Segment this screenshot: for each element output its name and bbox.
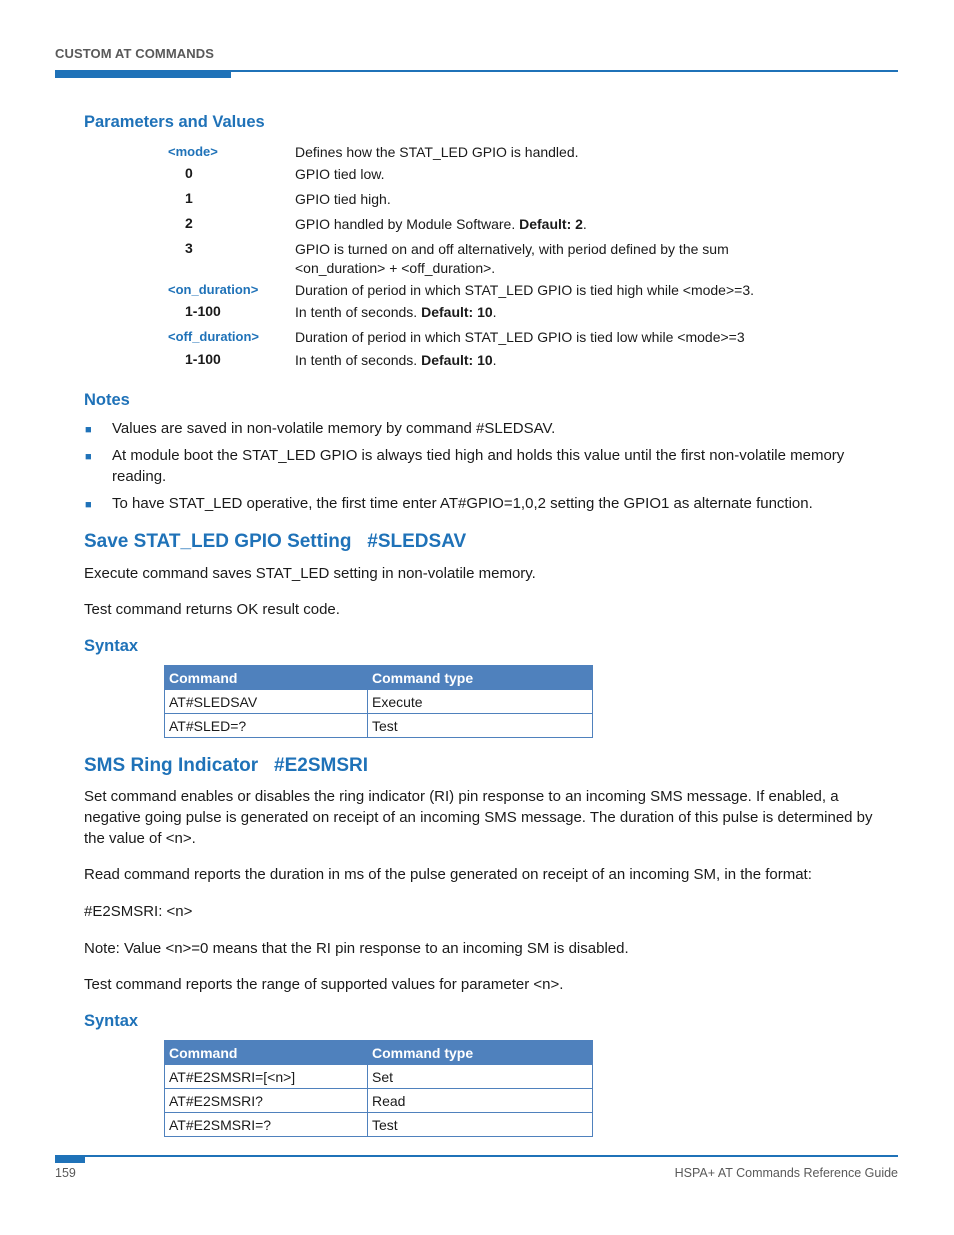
- command-type-cell: Test: [368, 714, 593, 738]
- mode-desc-2-tail: .: [582, 216, 587, 232]
- e2smsri-syntax-table: [164, 1040, 593, 1137]
- off-period: .: [492, 352, 497, 368]
- command-cell: AT#E2SMSRI=?: [165, 1113, 368, 1137]
- e2smsri-read-format: #E2SMSRI: <n>: [84, 903, 193, 920]
- e2smsri-read-desc: Read command reports the duration in ms of the pulse generated on receipt of an incoming SM, in the format:: [84, 866, 812, 883]
- param-mode-name: <mode>: [168, 144, 218, 159]
- mode-desc-2: [295, 215, 815, 234]
- param-off-duration-desc: Duration of period in which STAT_LED GPIO is tied low while <mode>=3: [295, 329, 745, 345]
- mode-desc-1: GPIO tied high.: [295, 191, 391, 207]
- notes-heading: Notes: [84, 391, 130, 409]
- e2smsri-syntax-heading: Syntax: [84, 1012, 139, 1030]
- table-header-row: [165, 666, 593, 690]
- on-default: Default: 10: [421, 304, 493, 320]
- table-row: [165, 690, 593, 714]
- param-mode-desc: Defines how the STAT_LED GPIO is handled.: [295, 144, 579, 160]
- bullet-icon: ■: [85, 451, 92, 463]
- e2smsri-test-desc: Test command reports the range of supported values for parameter <n>.: [84, 976, 564, 993]
- command-type-cell: Read: [368, 1089, 593, 1113]
- e2smsri-title: SMS Ring Indicator #E2SMSRI: [84, 755, 368, 776]
- off-default: Default: 10: [421, 352, 493, 368]
- sledsav-execute-desc: Execute command saves STAT_LED setting in non-volatile memory.: [84, 565, 536, 582]
- on-duration-range-desc: [295, 303, 815, 322]
- column-header-command: Command: [165, 666, 368, 690]
- sledsav-syntax-table: [164, 665, 593, 738]
- param-off-duration-name: <off_duration>: [168, 329, 260, 344]
- command-type-cell: Test: [368, 1113, 593, 1137]
- sledsav-title: Save STAT_LED GPIO Setting #SLEDSAV: [84, 531, 467, 552]
- table-row: [165, 1113, 593, 1137]
- command-type-cell: Execute: [368, 690, 593, 714]
- bullet-icon: ■: [85, 499, 92, 511]
- mode-value-2: 2: [185, 215, 193, 231]
- mode-value-0: 0: [185, 165, 193, 181]
- on-period: .: [492, 304, 497, 320]
- column-header-command-type: Command type: [368, 666, 593, 690]
- mode-value-1: 1: [185, 190, 193, 206]
- running-header: CUSTOM AT COMMANDS: [55, 46, 214, 61]
- param-on-duration-name: <on_duration>: [168, 282, 259, 297]
- command-cell: AT#E2SMSRI=[<n>]: [165, 1065, 368, 1089]
- mode-desc-0: GPIO tied low.: [295, 166, 385, 182]
- table-header-row: [165, 1041, 593, 1065]
- mode-desc-3: GPIO is turned on and off alternatively, with period defined by the sum <on_duration> + <off_duration>.: [295, 241, 729, 276]
- on-range-text: In tenth of seconds.: [295, 304, 418, 320]
- mode-desc-2-text: GPIO handled by Module Software.: [295, 216, 516, 232]
- sledsav-test-desc: Test command returns OK result code.: [84, 601, 340, 618]
- command-cell: AT#E2SMSRI?: [165, 1089, 368, 1113]
- on-duration-range: 1-100: [185, 303, 221, 319]
- table-row: [165, 1065, 593, 1089]
- sledsav-syntax-heading: Syntax: [84, 637, 139, 655]
- mode-value-3: 3: [185, 240, 193, 256]
- off-duration-range: 1-100: [185, 351, 221, 367]
- note-item: To have STAT_LED operative, the first time enter AT#GPIO=1,0,2 setting the GPIO1 as alternate function.: [112, 495, 813, 512]
- e2smsri-note: Note: Value <n>=0 means that the RI pin response to an incoming SM is disabled.: [84, 940, 629, 957]
- command-cell: AT#SLED=?: [165, 714, 368, 738]
- off-range-text: In tenth of seconds.: [295, 352, 418, 368]
- table-row: [165, 714, 593, 738]
- params-heading: Parameters and Values: [84, 113, 265, 131]
- column-header-command: Command: [165, 1041, 368, 1065]
- footer-rule: [55, 1155, 898, 1157]
- command-type-cell: Set: [368, 1065, 593, 1089]
- footer-accent-bar: [55, 1155, 85, 1163]
- note-item: Values are saved in non-volatile memory by command #SLEDSAV.: [112, 420, 556, 437]
- param-on-duration-desc: Duration of period in which STAT_LED GPIO is tied high while <mode>=3.: [295, 282, 754, 298]
- header-accent-bar: [55, 70, 231, 78]
- e2smsri-set-desc: Set command enables or disables the ring indicator (RI) pin response to an incoming SMS message. If enabled, a negative going pulse is generated on receipt of an incoming SMS message. The duration of this pulse is determined by the value of <n>.: [84, 788, 873, 847]
- bullet-icon: ■: [85, 424, 92, 436]
- document-title: HSPA+ AT Commands Reference Guide: [674, 1166, 898, 1180]
- page-number: 159: [55, 1166, 76, 1180]
- column-header-command-type: Command type: [368, 1041, 593, 1065]
- off-duration-range-desc: [295, 351, 815, 370]
- note-item: At module boot the STAT_LED GPIO is always tied high and holds this value until the first non-volatile memory reading.: [112, 447, 845, 485]
- mode-default: Default: 2: [519, 216, 583, 232]
- command-cell: AT#SLEDSAV: [165, 690, 368, 714]
- table-row: [165, 1089, 593, 1113]
